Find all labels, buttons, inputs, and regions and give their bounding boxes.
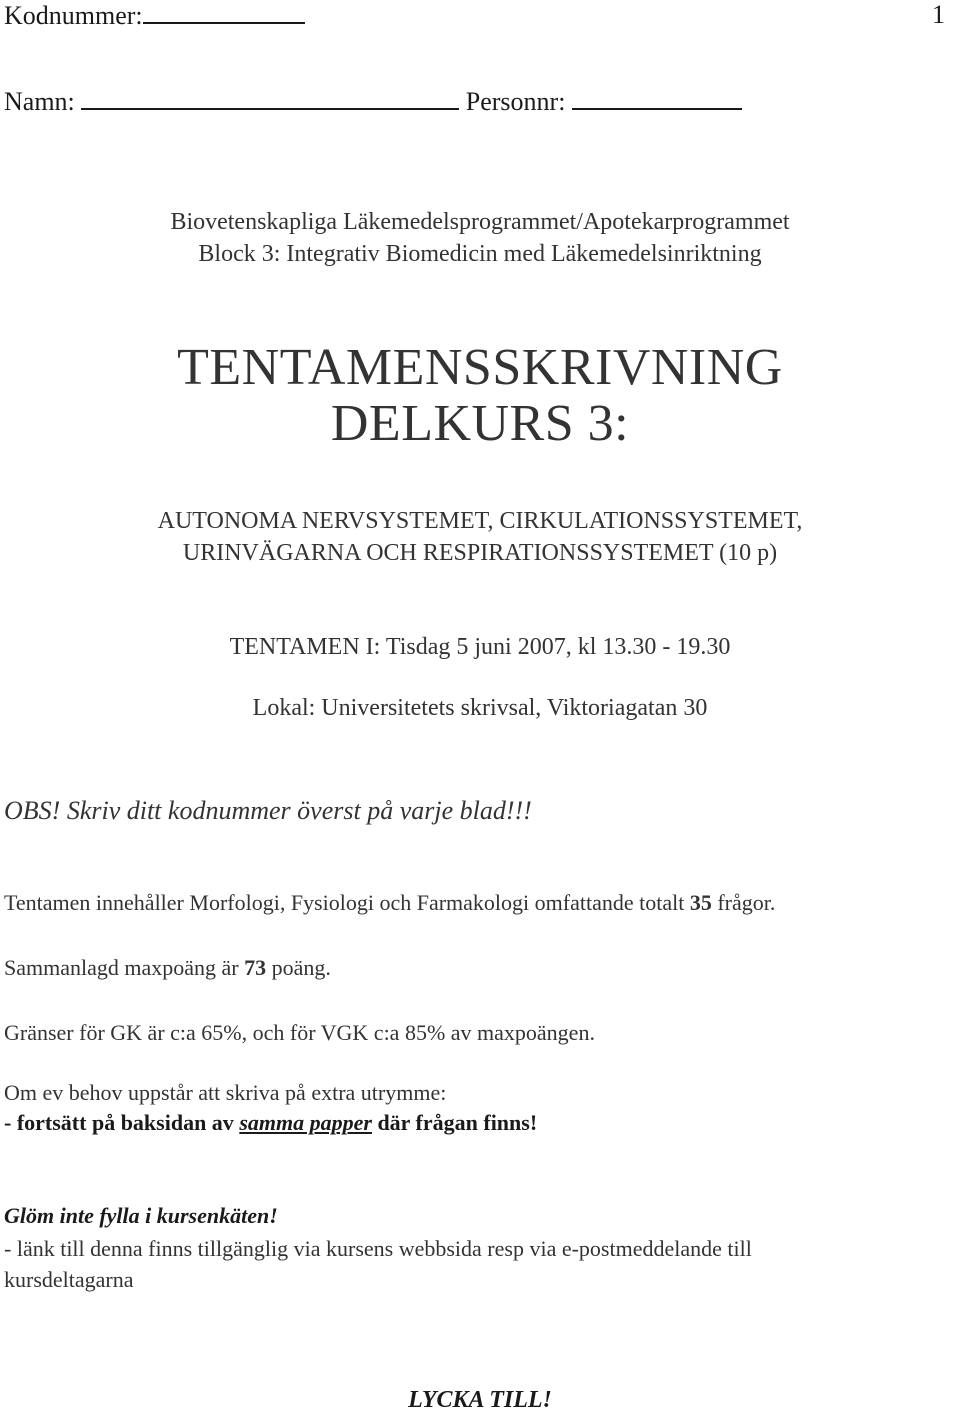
name-field xyxy=(81,86,459,110)
info-max-points-suffix: poäng. xyxy=(266,955,331,980)
name-row xyxy=(4,86,742,117)
code-number-field xyxy=(143,0,305,24)
info-grade-limits: Gränser för GK är c:a 65%, och för VGK c:a 85% av maxpoängen. xyxy=(4,1020,595,1045)
info-max-points-prefix: Sammanlagd maxpoäng är xyxy=(4,955,245,980)
program-line-1: Biovetenskapliga Läkemedelsprogrammet/Apotekarprogrammet xyxy=(170,209,790,235)
question-count: 35 xyxy=(689,890,712,915)
closing-greeting: LYCKA TILL! xyxy=(408,1387,552,1413)
info-max-points xyxy=(4,955,331,981)
page-number: 1 xyxy=(932,0,945,29)
program-line-2: Block 3: Integrativ Biomedicin med Läkemedelsinriktning xyxy=(198,241,762,267)
page-subtitle-course: DELKURS 3: xyxy=(330,395,630,452)
continue-emphasis: samma papper xyxy=(239,1110,372,1135)
code-number-label: Kodnummer: xyxy=(4,1,143,30)
continue-suffix: där frågan finns! xyxy=(371,1110,538,1135)
info-questions-prefix: Tentamen innehåller Morfologi, Fysiologi och Farmakologi omfattande totalt xyxy=(4,890,690,915)
info-questions-suffix: frågor. xyxy=(711,890,776,915)
personnr-label: Personnr: xyxy=(465,87,566,116)
info-continue-instruction xyxy=(4,1110,537,1136)
code-number-row xyxy=(4,0,305,31)
info-questions xyxy=(4,890,775,916)
max-points: 73 xyxy=(244,955,267,980)
page-title: TENTAMENSSKRIVNING xyxy=(177,339,783,396)
course-topics-line-2: URINVÄGARNA OCH RESPIRATIONSSYSTEMET (10 p) xyxy=(182,540,778,566)
info-extra-space: Om ev behov uppstår att skriva på extra utrymme: xyxy=(4,1080,447,1105)
survey-line-2: kursdeltagarna xyxy=(4,1267,134,1292)
survey-line-1: - länk till denna finns tillgänglig via kursens webbsida resp via e-postmeddelande till xyxy=(4,1236,752,1261)
notice-text: OBS! Skriv ditt kodnummer överst på varje blad!!! xyxy=(4,796,532,825)
personnr-field xyxy=(572,86,742,110)
name-label: Namn: xyxy=(4,87,75,116)
continue-prefix: - fortsätt på baksidan av xyxy=(4,1110,240,1135)
exam-date: TENTAMEN I: Tisdag 5 juni 2007, kl 13.30 - 19.30 xyxy=(229,634,731,660)
survey-heading: Glöm inte fylla i kursenkäten! xyxy=(4,1203,278,1228)
exam-location: Lokal: Universitetets skrivsal, Viktoriagatan 30 xyxy=(252,695,708,721)
course-topics-line-1: AUTONOMA NERVSYSTEMET, CIRKULATIONSSYSTEMET, xyxy=(157,508,803,534)
